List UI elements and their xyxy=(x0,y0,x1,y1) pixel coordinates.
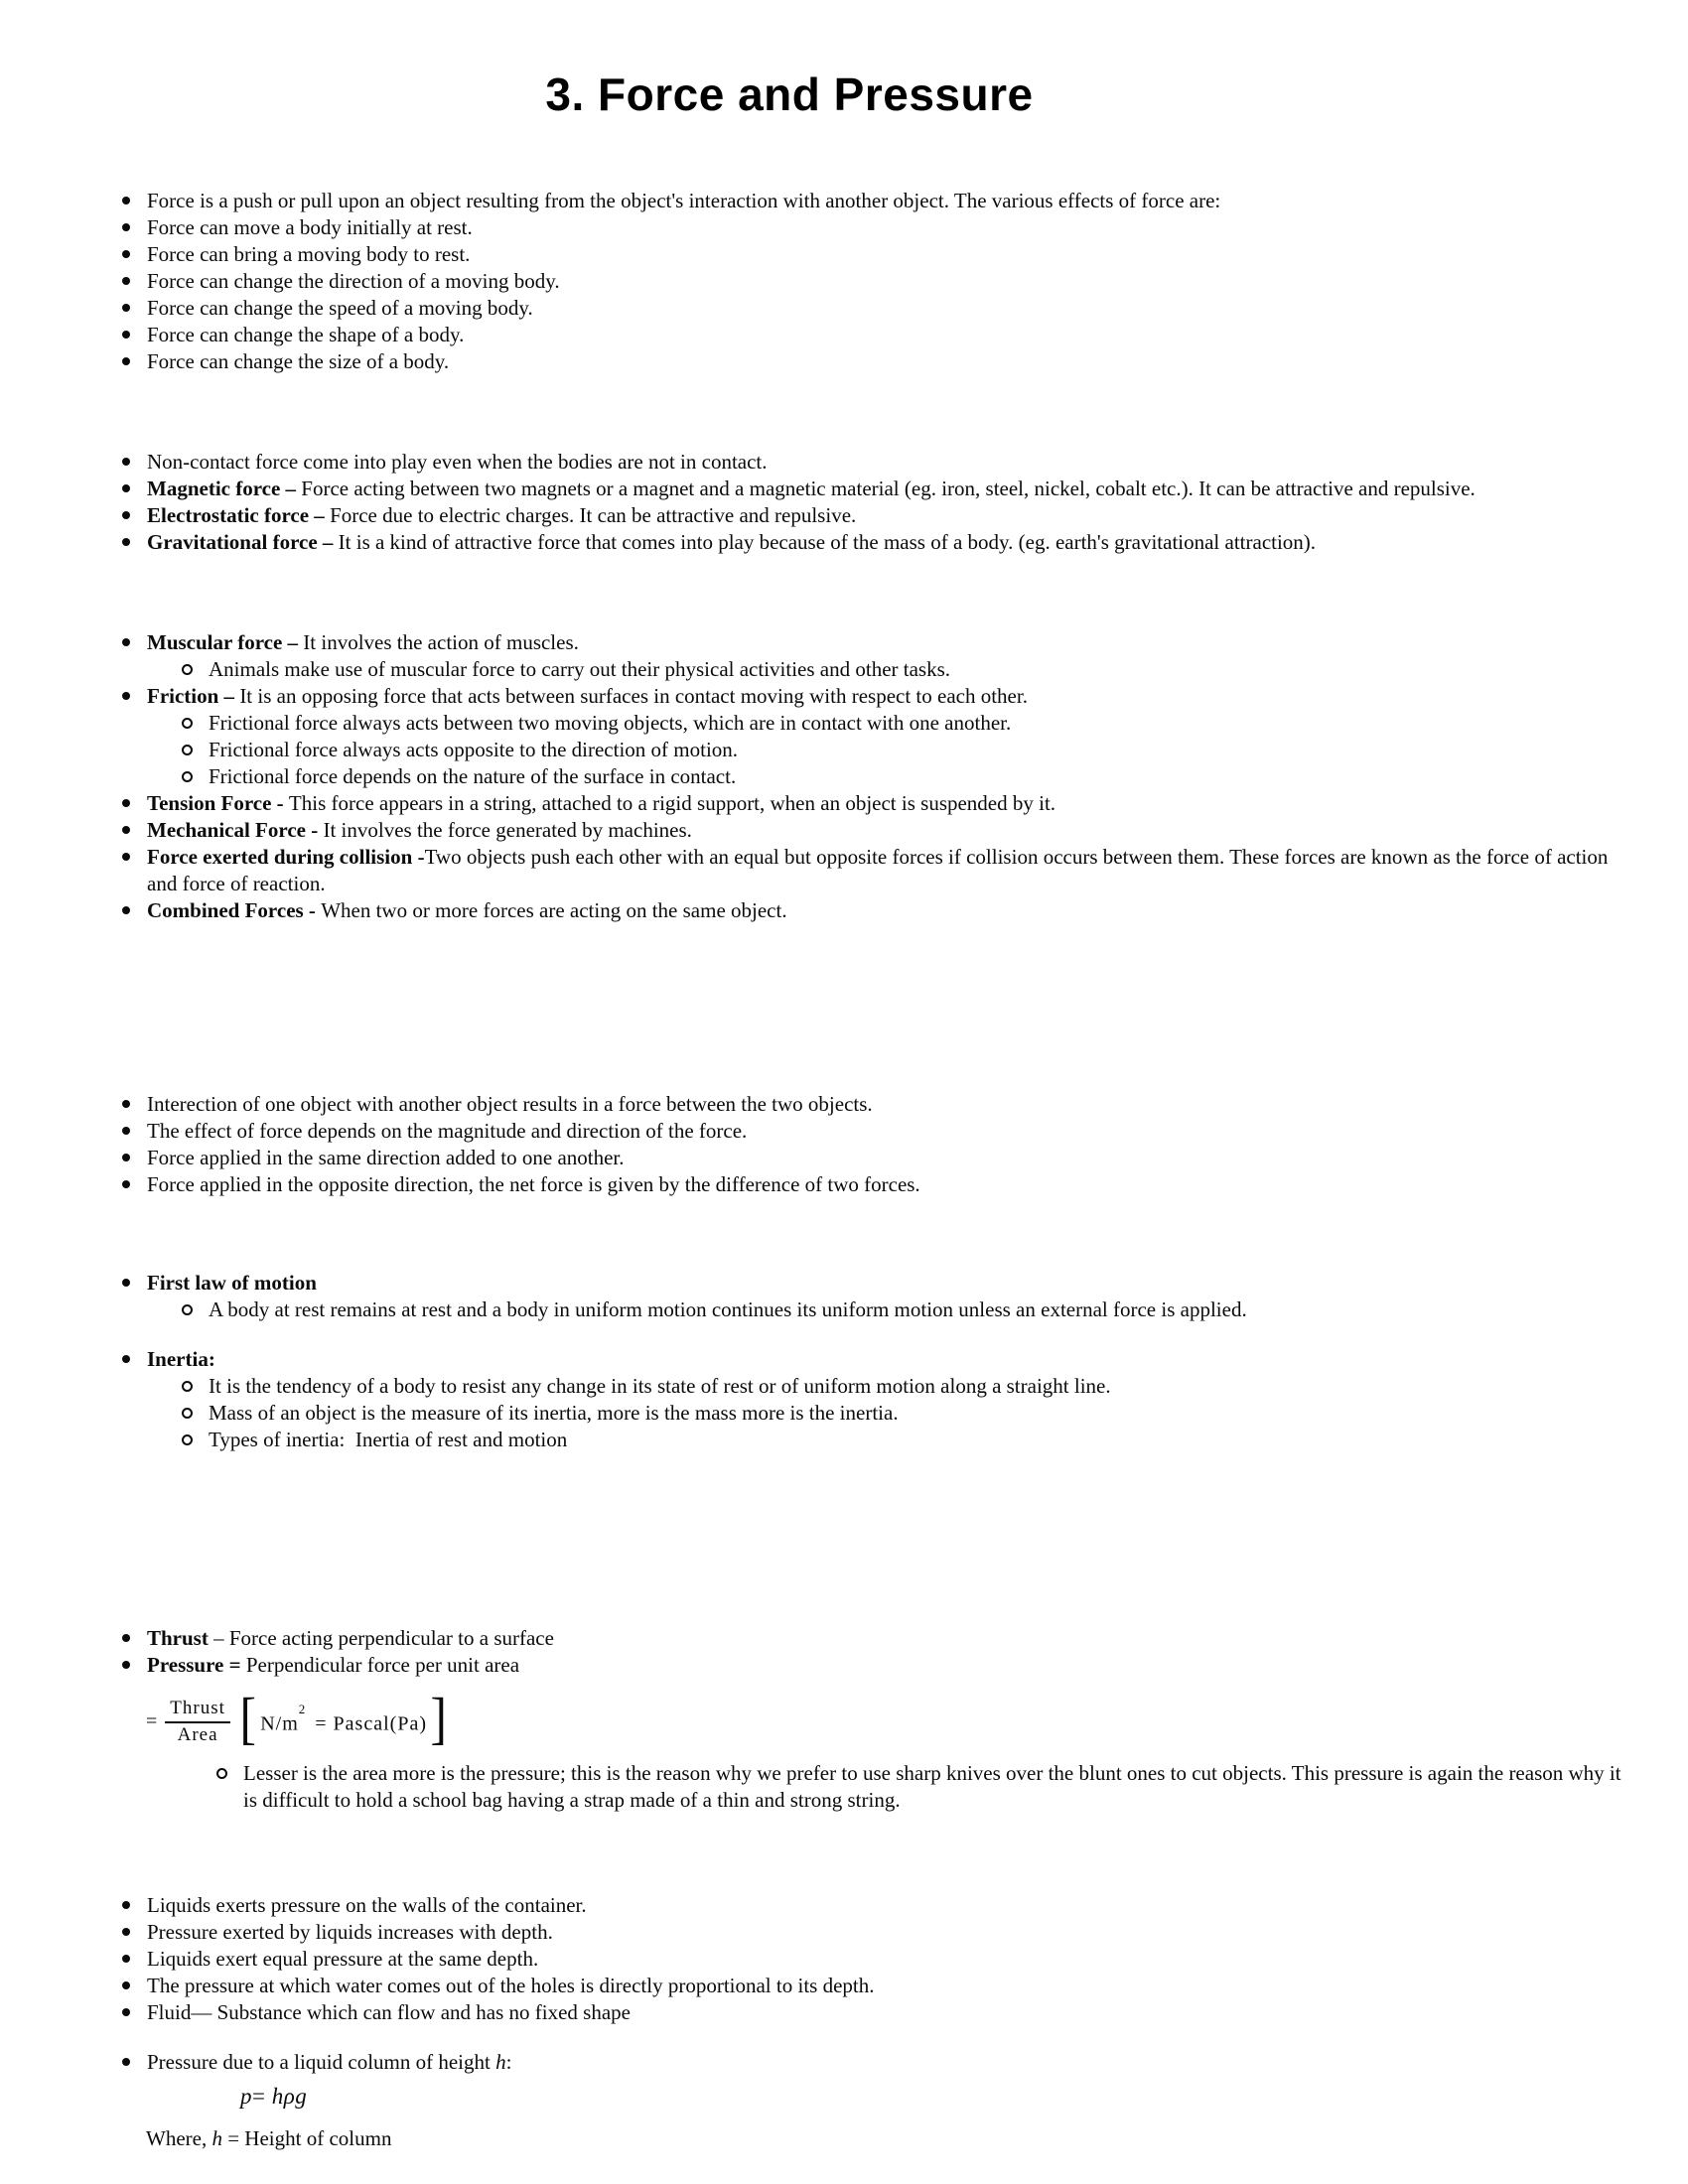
section-thrust-pressure xyxy=(121,1625,1635,1814)
page-title: 3. Force and Pressure xyxy=(545,68,1034,120)
text-segment: Animals make use of muscular force to carry out their physical activities and other tasks. xyxy=(209,657,951,681)
bullet-item xyxy=(121,1091,1635,1118)
section-inertia xyxy=(121,1346,1635,1453)
bullet-item xyxy=(121,1625,1635,1652)
text-segment: p xyxy=(240,2084,252,2109)
text-segment: The pressure at which water comes out of the holes is directly proportional to its depth. xyxy=(147,1974,875,1997)
text-segment: Force can bring a moving body to rest. xyxy=(147,242,471,266)
close-bracket: ] xyxy=(430,1686,448,1750)
section-noncontact-forces xyxy=(121,449,1635,556)
bullet-item xyxy=(121,844,1635,897)
text-segment: Pressure due to a liquid column of height xyxy=(147,2050,496,2074)
text-segment: Liquids exerts pressure on the walls of the container. xyxy=(147,1893,587,1917)
text-segment: Lesser is the area more is the pressure; this is the reason why we prefer to use sharp knives over the blunt ones to cut objects. This pressure is again the reason why it is difficult to hold a school bag having a strap made of a thin and strong string. xyxy=(243,1761,1621,1812)
sub-bullet-item xyxy=(182,710,1635,737)
text-segment: Two objects push each other with an equal but opposite forces if collision occurs between them. These forces are known as the force of action and force of reaction. xyxy=(147,845,1609,895)
bullet-item xyxy=(121,1892,1635,1919)
section-liquid-column xyxy=(121,2049,1635,2152)
bullet-item xyxy=(121,629,1635,656)
bullet-item xyxy=(121,295,1635,322)
text-segment: Frictional force depends on the nature of the surface in contact. xyxy=(209,764,737,788)
bullet-item xyxy=(121,214,1635,241)
sub-bullet-item xyxy=(182,737,1635,763)
text-segment: Force acting between two magnets or a magnet and a magnetic material (eg. iron, steel, nickel, cobalt etc.). It can be attractive and repulsive. xyxy=(301,477,1476,500)
text-segment: Non-contact force come into play even when the bodies are not in contact. xyxy=(147,450,768,474)
text-segment: Mass of an object is the measure of its inertia, more is the mass more is the inertia. xyxy=(209,1401,899,1425)
bullet-item xyxy=(121,1270,1635,1297)
text-segment: Force can change the direction of a moving body. xyxy=(147,269,560,293)
text-segment: Magnetic force – xyxy=(147,477,302,500)
text-segment: Thrust xyxy=(147,1626,209,1650)
bullet-item xyxy=(121,1145,1635,1171)
bullet-item xyxy=(121,241,1635,268)
formula-liquid-pressure xyxy=(240,2082,1635,2112)
text-segment: – Force acting perpendicular to a surface xyxy=(208,1626,554,1650)
bullet-item xyxy=(121,1171,1635,1198)
sub-bullet-item xyxy=(216,1760,1635,1814)
text-segment: = xyxy=(252,2084,272,2109)
equals-sign: = xyxy=(146,1709,159,1732)
text-segment: : xyxy=(505,2050,512,2074)
sub-bullet-item xyxy=(182,763,1635,790)
text-segment: = Height of column xyxy=(221,2126,392,2150)
text-segment: Interection of one object with another object results in a force between the two objects. xyxy=(147,1092,873,1116)
text-segment: Force can change the size of a body. xyxy=(147,349,450,373)
text-segment: Force can move a body initially at rest. xyxy=(147,215,473,239)
text-segment: Pressure exerted by liquids increases with depth. xyxy=(147,1920,553,1944)
text-segment: Electrostatic force – xyxy=(147,503,331,527)
section-force-interaction xyxy=(121,1091,1635,1198)
text-segment: Where, xyxy=(146,2126,212,2150)
bullet-item xyxy=(121,2049,1635,2076)
section-force-effects xyxy=(121,188,1635,375)
pressure-unit: $N/m^2$ = Pascal(Pa) xyxy=(260,1702,427,1735)
bullet-item xyxy=(121,1919,1635,1946)
fraction-denominator: Area xyxy=(177,1723,218,1745)
bullet-item xyxy=(121,1946,1635,1973)
text-segment: Friction – xyxy=(147,684,240,708)
where-note xyxy=(146,2125,1635,2152)
document-content xyxy=(121,188,1635,2152)
text-segment: Tension Force - xyxy=(147,791,289,815)
text-segment: It involves the action of muscles. xyxy=(303,630,579,654)
bullet-item xyxy=(121,268,1635,295)
text-segment: It involves the force generated by machines. xyxy=(323,818,692,842)
section-contact-forces xyxy=(121,629,1635,924)
text-segment: It is the tendency of a body to resist any change in its state of rest or of uniform motion along a straight line. xyxy=(209,1374,1111,1398)
bullet-item xyxy=(121,529,1635,556)
text-segment: Gravitational force – xyxy=(147,530,339,554)
text-segment: Fluid— Substance which can flow and has no fixed shape xyxy=(147,2000,631,2024)
formula-thrust-area xyxy=(146,1686,1635,1754)
text-segment: Mechanical Force - xyxy=(147,818,324,842)
bullet-item xyxy=(121,188,1635,214)
text-segment: It is an opposing force that acts between surfaces in contact moving with respect to each other. xyxy=(239,684,1028,708)
text-segment: Pressure = xyxy=(147,1653,241,1677)
text-segment: Frictional force always acts between two moving objects, which are in contact with one another. xyxy=(209,711,1012,735)
sub-bullet-item xyxy=(182,1297,1635,1323)
superscript: 2 xyxy=(298,1702,307,1717)
text-segment: When two or more forces are acting on the same object. xyxy=(321,898,787,922)
bullet-item xyxy=(121,449,1635,476)
bullet-item xyxy=(121,897,1635,924)
bullet-item xyxy=(121,1652,1635,1679)
text-segment: Perpendicular force per unit area xyxy=(240,1653,520,1677)
text-segment: Types of inertia: Inertia of rest and motion xyxy=(209,1428,568,1451)
text-segment: Force exerted during collision - xyxy=(147,845,425,869)
text-segment: Inertia: xyxy=(147,1347,215,1371)
text-segment: ρ xyxy=(283,2084,296,2109)
sub-bullet-item xyxy=(182,656,1635,683)
fraction xyxy=(165,1698,230,1746)
text-segment: Force is a push or pull upon an object resulting from the object's interaction with another object. The various effects of force are: xyxy=(147,189,1221,212)
bullet-item xyxy=(121,1346,1635,1373)
text-segment: Force can change the speed of a moving body. xyxy=(147,296,533,320)
fraction-numerator: Thrust xyxy=(165,1698,230,1723)
bullet-item xyxy=(121,348,1635,375)
text-segment: The effect of force depends on the magnitude and direction of the force. xyxy=(147,1119,748,1143)
sub-bullet-item xyxy=(182,1373,1635,1400)
bullet-item xyxy=(121,790,1635,817)
bullet-item xyxy=(121,322,1635,348)
sub-bullet-item xyxy=(182,1427,1635,1453)
bullet-item xyxy=(121,1118,1635,1145)
text-segment: Liquids exert equal pressure at the same depth. xyxy=(147,1947,539,1971)
text-segment: Force can change the shape of a body. xyxy=(147,323,465,346)
sub-bullet-item xyxy=(182,1400,1635,1427)
text-segment: Force applied in the opposite direction, the net force is given by the difference of two forces. xyxy=(147,1172,920,1196)
text-segment: h xyxy=(211,2126,222,2150)
open-bracket: [ xyxy=(239,1686,257,1750)
text-segment: g xyxy=(295,2084,308,2109)
section-liquids xyxy=(121,1892,1635,2026)
bullet-item xyxy=(121,502,1635,529)
text-segment: Frictional force always acts opposite to the direction of motion. xyxy=(209,738,739,761)
text-segment: h xyxy=(495,2050,506,2074)
text-segment: h xyxy=(271,2084,284,2109)
text-segment: It is a kind of attractive force that comes into play because of the mass of a body. (eg. earth's gravitational attraction). xyxy=(338,530,1317,554)
text-segment: First law of motion xyxy=(147,1271,317,1295)
section-first-law xyxy=(121,1270,1635,1323)
bullet-item xyxy=(121,476,1635,502)
text-segment: Combined Forces - xyxy=(147,898,322,922)
text-segment: This force appears in a string, attached to a rigid support, when an object is suspended by it. xyxy=(288,791,1056,815)
text-segment: Force due to electric charges. It can be attractive and repulsive. xyxy=(330,503,857,527)
text-segment: Force applied in the same direction added to one another. xyxy=(147,1146,625,1169)
bullet-item xyxy=(121,1999,1635,2026)
bullet-item xyxy=(121,683,1635,710)
text-segment: Muscular force – xyxy=(147,630,304,654)
text-segment: A body at rest remains at rest and a body in uniform motion continues its uniform motion unless an external force is applied. xyxy=(209,1297,1247,1321)
bullet-item xyxy=(121,817,1635,844)
bullet-item xyxy=(121,1973,1635,1999)
